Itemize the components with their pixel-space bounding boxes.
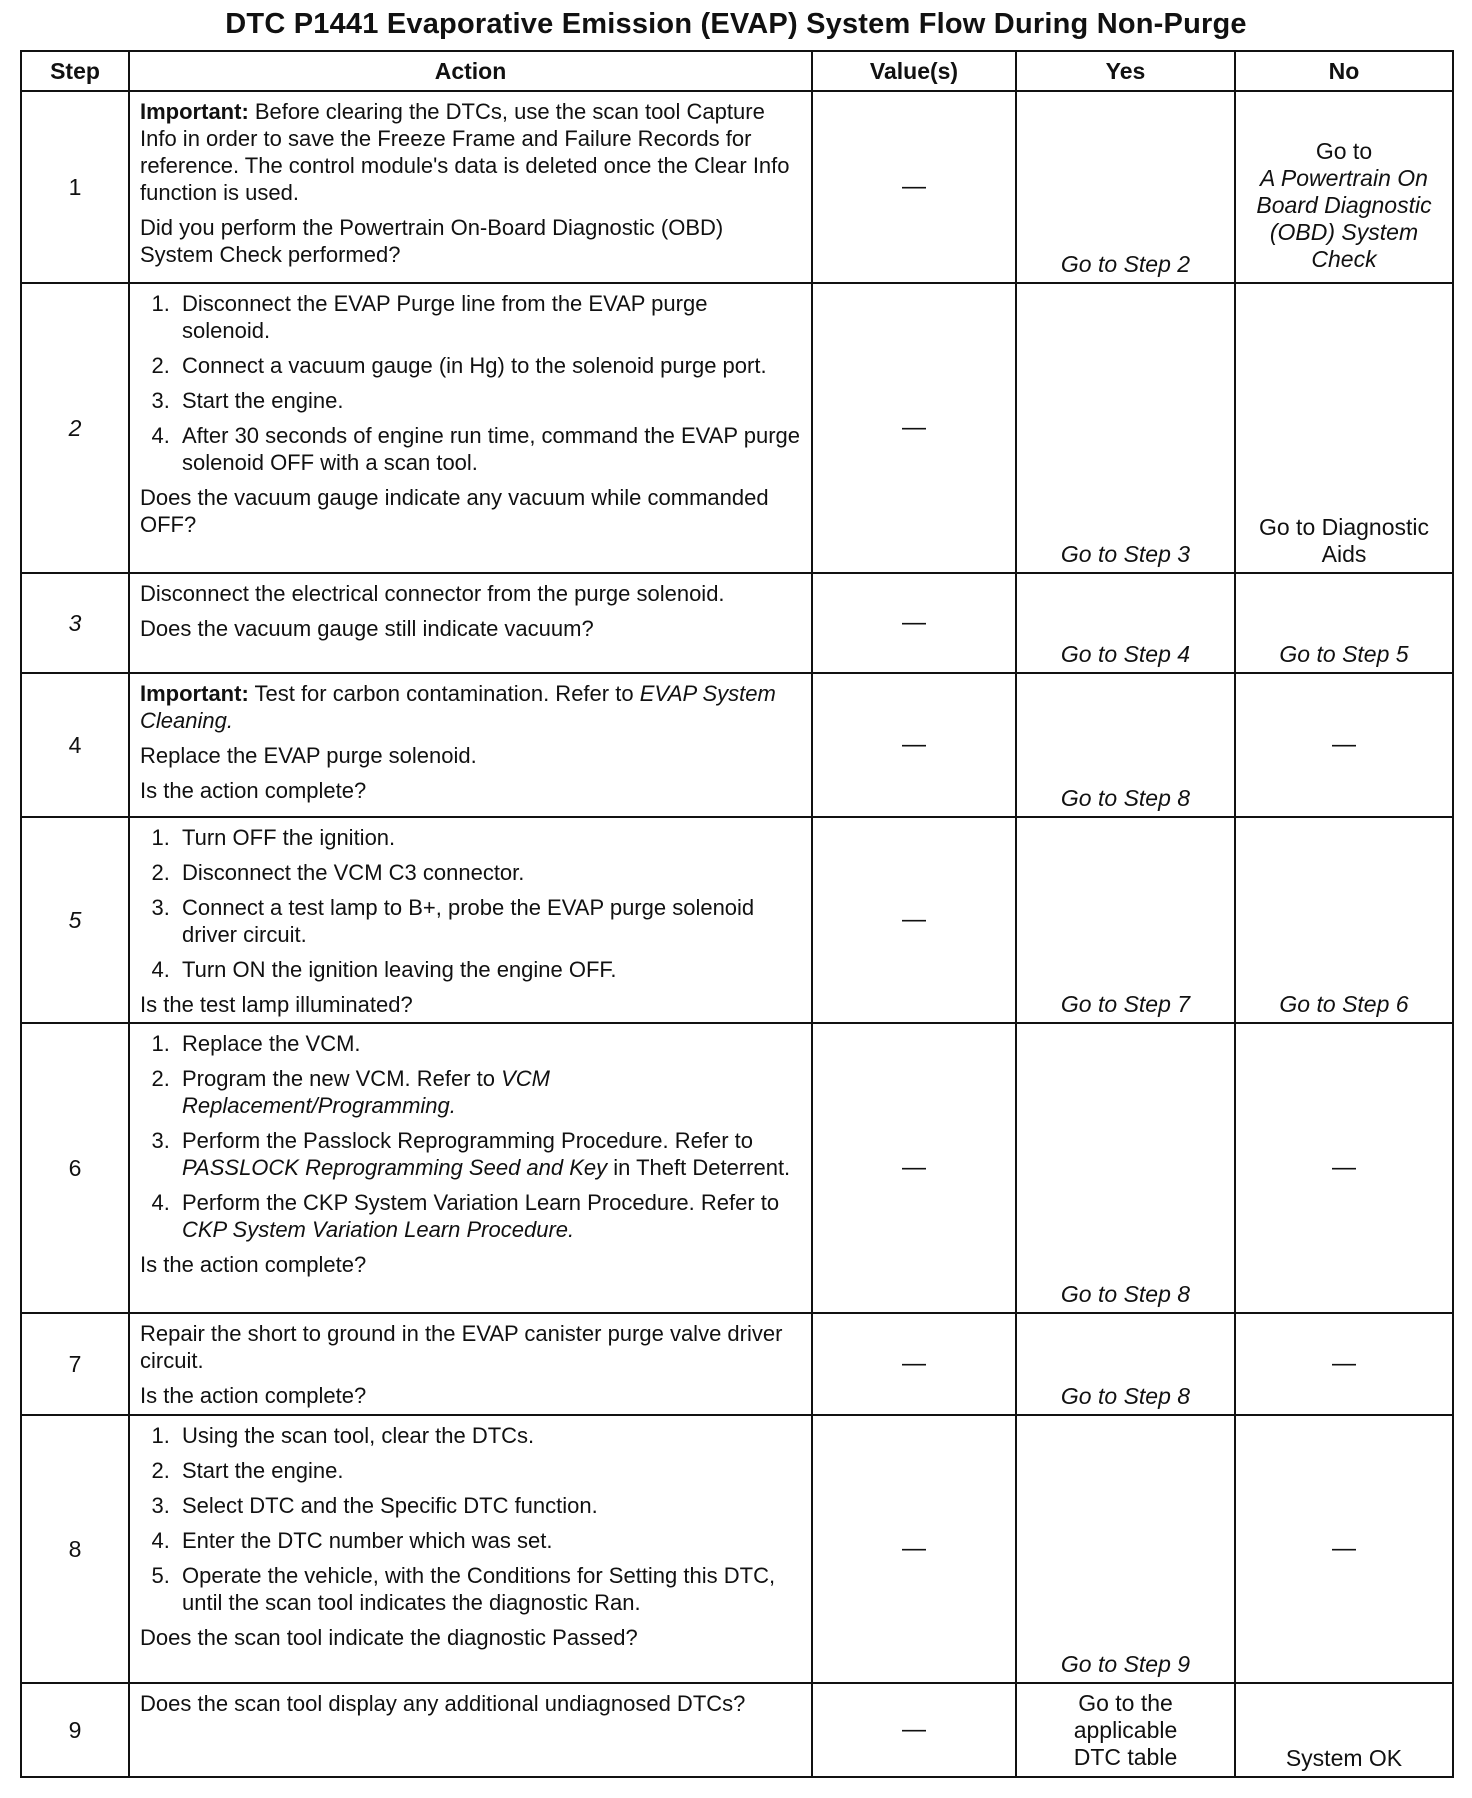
list-item: 3. Start the engine. — [176, 387, 801, 414]
yes-goto: Go to Step 9 — [1060, 1651, 1191, 1677]
table-row — [21, 91, 1453, 283]
table-row — [21, 673, 1453, 817]
important-text: Test for carbon contamination. Refer to — [248, 681, 640, 706]
action-cell — [129, 573, 812, 673]
yes-cell — [1016, 1023, 1235, 1313]
value-dash: — — [902, 1535, 926, 1562]
important-label: Important: — [140, 99, 249, 124]
no-dash: — — [1332, 1154, 1356, 1181]
list-item: 2. Disconnect the VCM C3 connector. — [176, 859, 801, 886]
action-question: Does the scan tool display any additional undiagnosed DTCs? — [140, 1691, 746, 1716]
table-row — [21, 1415, 1453, 1683]
action-cell — [129, 1313, 812, 1415]
no-cell — [1235, 1023, 1453, 1313]
list-item: 1. Using the scan tool, clear the DTCs. — [176, 1422, 801, 1449]
value-cell — [812, 1023, 1016, 1313]
list-item-reference: CKP System Variation Learn Procedure. — [182, 1217, 575, 1242]
action-cell — [129, 817, 812, 1023]
no-cell — [1235, 283, 1453, 573]
action-cell — [129, 91, 812, 283]
action-cell — [129, 1023, 812, 1313]
action-question: Is the action complete? — [140, 778, 367, 803]
table-row — [21, 1683, 1453, 1777]
action-question: Is the test lamp illuminated? — [140, 992, 413, 1017]
yes-cell — [1016, 817, 1235, 1023]
value-dash: — — [902, 1350, 926, 1377]
no-cell — [1235, 1683, 1453, 1777]
table-row — [21, 817, 1453, 1023]
value-dash: — — [902, 1154, 926, 1181]
list-item-reference: VCM Replacement/Programming. — [182, 1066, 551, 1118]
table-header-row — [21, 51, 1453, 91]
list-item: 2. Start the engine. — [176, 1457, 801, 1484]
yes-goto: Go to the applicable DTC table — [1073, 1689, 1178, 1770]
table-row — [21, 1313, 1453, 1415]
no-prefix: Go to — [1315, 138, 1373, 164]
yes-cell — [1016, 283, 1235, 573]
list-item: 3. Connect a test lamp to B+, probe the EVAP purge solenoid driver circuit. — [176, 894, 801, 948]
list-item — [176, 1189, 801, 1243]
action-steps-list — [140, 290, 801, 476]
no-cell — [1235, 91, 1453, 283]
header-no: No — [1235, 51, 1453, 91]
value-cell — [812, 283, 1016, 573]
no-reference: A Powertrain On Board Diagnostic (OBD) System Check — [1256, 165, 1432, 272]
step-number: 1 — [21, 91, 129, 283]
value-cell — [812, 673, 1016, 817]
yes-goto: Go to Step 8 — [1060, 1281, 1191, 1307]
action-cell — [129, 1415, 812, 1683]
value-dash: — — [902, 1716, 926, 1743]
value-dash: — — [902, 173, 926, 200]
list-item: 1. Turn OFF the ignition. — [176, 824, 801, 851]
list-item-text: Perform the Passlock Reprogramming Procedure. Refer to — [182, 1128, 754, 1153]
yes-goto: Go to Step 7 — [1060, 991, 1191, 1017]
step-number: 9 — [21, 1683, 129, 1777]
important-reference: EVAP System Cleaning. — [140, 681, 776, 733]
action-text: Replace the EVAP purge solenoid. — [140, 743, 477, 768]
important-label: Important: — [140, 681, 249, 706]
table-row — [21, 1023, 1453, 1313]
important-text: Before clearing the DTCs, use the scan tool Capture Info in order to save the Freeze Frame and Failure Records for reference. The control module's data is deleted once the Clear Info function is used. — [140, 99, 790, 205]
no-cell — [1235, 573, 1453, 673]
yes-cell — [1016, 573, 1235, 673]
list-item: 1. Disconnect the EVAP Purge line from the EVAP purge solenoid. — [176, 290, 801, 344]
yes-cell — [1016, 1683, 1235, 1777]
no-dash: — — [1332, 1350, 1356, 1377]
value-cell — [812, 1313, 1016, 1415]
value-dash: — — [902, 731, 926, 758]
no-goto: Go to Step 5 — [1279, 641, 1409, 667]
table-row — [21, 573, 1453, 673]
value-dash: — — [902, 414, 926, 441]
list-item: 2. Connect a vacuum gauge (in Hg) to the solenoid purge port. — [176, 352, 801, 379]
value-cell — [812, 1415, 1016, 1683]
header-step: Step — [21, 51, 129, 91]
list-item — [176, 1065, 801, 1119]
action-question: Does the vacuum gauge indicate any vacuum while commanded OFF? — [140, 485, 769, 537]
step-number: 8 — [21, 1415, 129, 1683]
action-question: Does the vacuum gauge still indicate vacuum? — [140, 616, 594, 641]
list-item: 1. Replace the VCM. — [176, 1030, 801, 1057]
yes-cell — [1016, 673, 1235, 817]
action-steps-list — [140, 1422, 801, 1616]
action-text: Repair the short to ground in the EVAP canister purge valve driver circuit. — [140, 1321, 783, 1373]
action-question: Does the scan tool indicate the diagnostic Passed? — [140, 1625, 638, 1650]
yes-goto: Go to Step 3 — [1060, 541, 1191, 567]
step-number: 7 — [21, 1313, 129, 1415]
diagnostic-table — [20, 50, 1454, 1778]
list-item-tail: in Theft Deterrent. — [607, 1155, 791, 1180]
list-item-text: Perform the CKP System Variation Learn Procedure. Refer to — [182, 1190, 780, 1215]
yes-cell — [1016, 1313, 1235, 1415]
no-result: System OK — [1285, 1745, 1403, 1771]
list-item-text: Program the new VCM. Refer to — [182, 1066, 502, 1091]
list-item: 4. After 30 seconds of engine run time, command the EVAP purge solenoid OFF with a scan tool. — [176, 422, 801, 476]
no-goto: Go to Step 6 — [1279, 991, 1409, 1017]
list-item: 5. Operate the vehicle, with the Conditions for Setting this DTC, until the scan tool indicates the diagnostic Ran. — [176, 1562, 801, 1616]
value-dash: — — [902, 906, 926, 933]
step-number: 5 — [21, 817, 129, 1023]
action-cell — [129, 283, 812, 573]
value-cell — [812, 1683, 1016, 1777]
no-dash: — — [1332, 1535, 1356, 1562]
value-cell — [812, 573, 1016, 673]
step-number: 2 — [21, 283, 129, 573]
important-note — [140, 680, 801, 734]
action-question: Is the action complete? — [140, 1252, 367, 1277]
page-title: DTC P1441 Evaporative Emission (EVAP) System Flow During Non-Purge — [225, 8, 1247, 40]
yes-cell — [1016, 91, 1235, 283]
action-cell — [129, 673, 812, 817]
no-cell — [1235, 1313, 1453, 1415]
value-dash: — — [902, 609, 926, 636]
yes-goto: Go to Step 2 — [1060, 251, 1191, 277]
list-item — [176, 1127, 801, 1181]
no-dash: — — [1332, 731, 1356, 758]
list-item: 4. Turn ON the ignition leaving the engine OFF. — [176, 956, 801, 983]
table-row — [21, 283, 1453, 573]
action-steps-list — [140, 824, 801, 983]
yes-goto: Go to Step 8 — [1060, 785, 1191, 811]
yes-cell — [1016, 1415, 1235, 1683]
header-values: Value(s) — [812, 51, 1016, 91]
step-number: 6 — [21, 1023, 129, 1313]
list-item-reference: PASSLOCK Reprogramming Seed and Key — [182, 1155, 608, 1180]
action-steps-list — [140, 1030, 801, 1243]
step-number: 3 — [21, 573, 129, 673]
no-cell — [1235, 817, 1453, 1023]
action-cell — [129, 1683, 812, 1777]
yes-goto: Go to Step 8 — [1060, 1383, 1191, 1409]
list-item: 4. Enter the DTC number which was set. — [176, 1527, 801, 1554]
yes-goto: Go to Step 4 — [1060, 641, 1191, 667]
header-yes: Yes — [1016, 51, 1235, 91]
value-cell — [812, 91, 1016, 283]
no-cell — [1235, 673, 1453, 817]
no-cell — [1235, 1415, 1453, 1683]
no-goto: Go to Diagnostic Aids — [1258, 514, 1430, 567]
action-question: Is the action complete? — [140, 1383, 367, 1408]
value-cell — [812, 817, 1016, 1023]
important-note — [140, 98, 801, 206]
list-item: 3. Select DTC and the Specific DTC function. — [176, 1492, 801, 1519]
step-number: 4 — [21, 673, 129, 817]
header-action: Action — [129, 51, 812, 91]
action-question: Did you perform the Powertrain On-Board Diagnostic (OBD) System Check performed? — [140, 215, 724, 267]
action-text: Disconnect the electrical connector from the purge solenoid. — [140, 581, 725, 606]
